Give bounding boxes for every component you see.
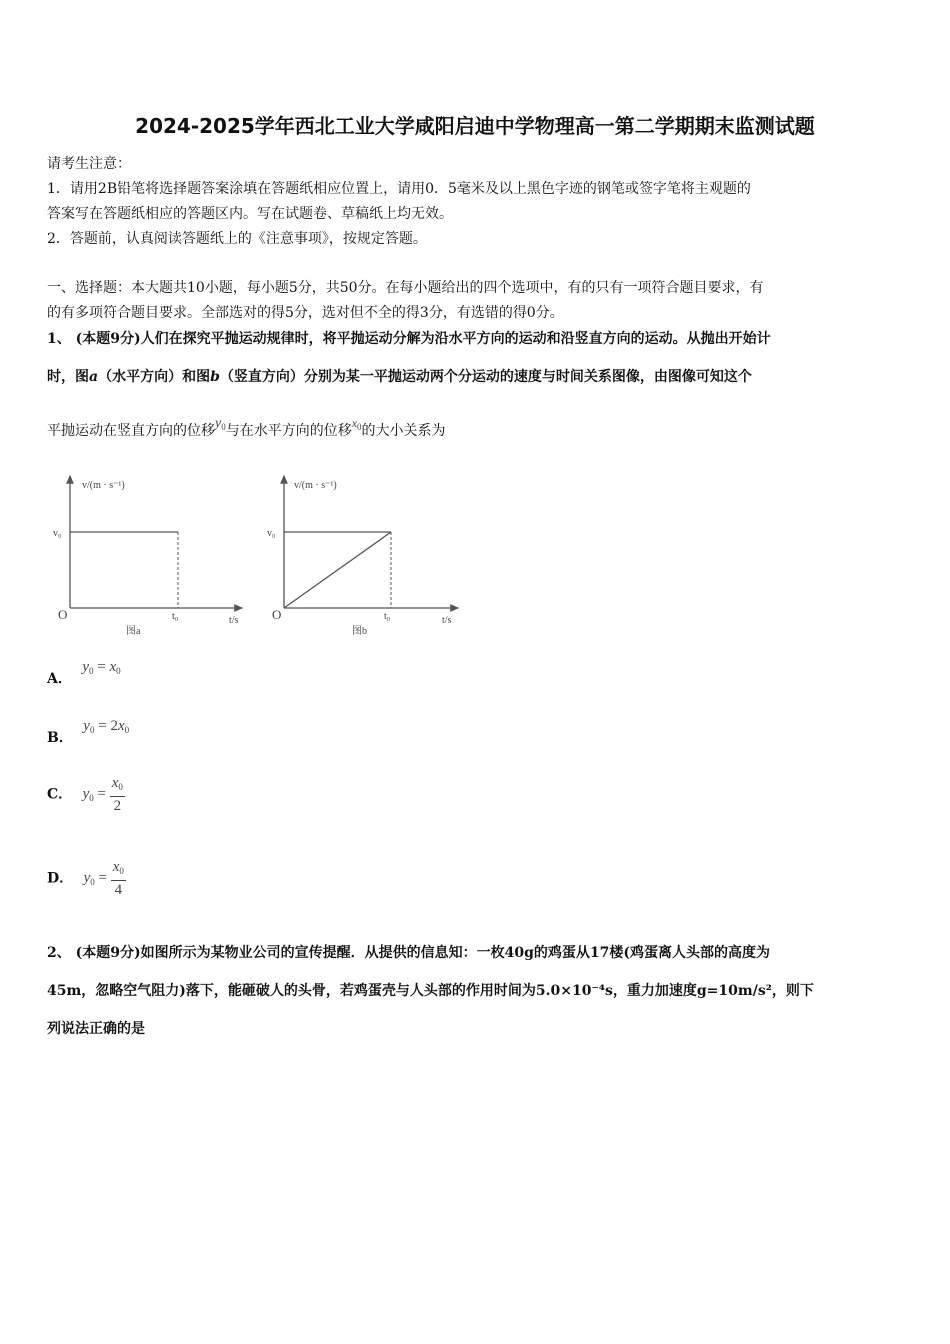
q2-line-2: 45m，忽略空气阻力)落下，能砸破人的头骨，若鸡蛋壳与人头部的作用时间为5.0×10⁻⁴s，重力加速度g=10m/s²，则下	[47, 983, 814, 999]
figure-b-origin: O	[272, 607, 282, 622]
option-b[interactable]: B． $y_0 = 2x_0$	[47, 718, 130, 746]
figure-a-origin: O	[58, 607, 68, 622]
y0-symbol: $y_0$	[215, 416, 226, 432]
figure-a-velocity-graph	[48, 466, 248, 638]
notice-heading: 请考生注意：	[47, 156, 131, 172]
option-a-formula: $y_0 = x_0$	[82, 659, 121, 676]
section-intro-2: 的有多项符合题目要求。全部选对的得5分，选对但不全的得3分，有选错的得0分。	[47, 305, 564, 321]
section-intro-1: 一、选择题：本大题共10小题，每小题5分，共50分。在每小题给出的四个选项中，有的只有一项符合题目要求，有	[47, 280, 764, 296]
page-title: 2024-2025学年西北工业大学咸阳启迪中学物理高一第二学期期末监测试题	[135, 114, 815, 138]
figure-b-t0-label: t₀	[384, 611, 391, 622]
q2-line-3: 列说法正确的是	[47, 1021, 145, 1037]
figure-b-caption: 图b	[352, 626, 367, 637]
notice-item-1b: 答案写在答题纸相应的答题区内。写在试题卷、草稿纸上均无效。	[47, 206, 453, 222]
notice-item-2: 2．答题前，认真阅读答题纸上的《注意事项》，按规定答题。	[47, 231, 427, 247]
figure-a-xlabel: t/s	[229, 615, 239, 626]
figure-b-ylabel: v/(m · s⁻¹)	[294, 480, 337, 491]
option-d[interactable]: D． $y_0$ = $\frac{x_0}{4}$	[47, 859, 124, 898]
notice-item-1a: 1．请用2B铅笔将选择题答案涂填在答题纸相应位置上，请用0．5毫米及以上黑色字迹的钢笔或签字笔将主观题的	[47, 181, 751, 197]
q1-line-2: 时，图a（水平方向）和图b（竖直方向）分别为某一平抛运动两个分运动的速度与时间关系图像，由图像可知这个	[47, 369, 752, 385]
option-d-fraction: $\frac{x_0}{4}$	[112, 859, 124, 898]
option-d-formula: $y_0$ =	[83, 870, 111, 887]
option-a[interactable]: A． $y_0 = x_0$	[47, 659, 121, 687]
figure-a-ylabel: v/(m · s⁻¹)	[82, 480, 125, 491]
option-c-formula: $y_0$ =	[82, 786, 110, 803]
option-b-formula: $y_0 = 2x_0$	[83, 718, 130, 735]
option-c-fraction: $\frac{x_0}{2}$	[111, 775, 123, 814]
figure-b-v0-label: v₀	[267, 528, 276, 539]
figure-b-velocity-line	[284, 532, 391, 608]
x0-symbol: $x_0$	[351, 416, 362, 432]
figure-a-caption: 图a	[126, 626, 141, 637]
figure-a-t0-label: t₀	[172, 611, 179, 622]
figure-a-v0-label: v₀	[53, 528, 62, 539]
option-c[interactable]: C． $y_0$ = $\frac{x_0}{2}$	[47, 775, 123, 814]
q1-line-1: 1、 (本题9分)人们在探究平抛运动规律时，将平抛运动分解为沿水平方向的运动和沿竖直方向的运动。从抛出开始计	[47, 331, 771, 347]
q2-line-1: 2、 (本题9分)如图所示为某物业公司的宣传提醒．从提供的信息知：一枚40g的鸡蛋从17楼(鸡蛋离人头部的高度为	[47, 945, 770, 961]
figure-b-xlabel: t/s	[442, 615, 452, 626]
figure-b-velocity-graph	[264, 466, 464, 638]
q1-line-3: 平抛运动在竖直方向的位移$y_0$与在水平方向的位移$x_0$的大小关系为	[47, 416, 446, 439]
